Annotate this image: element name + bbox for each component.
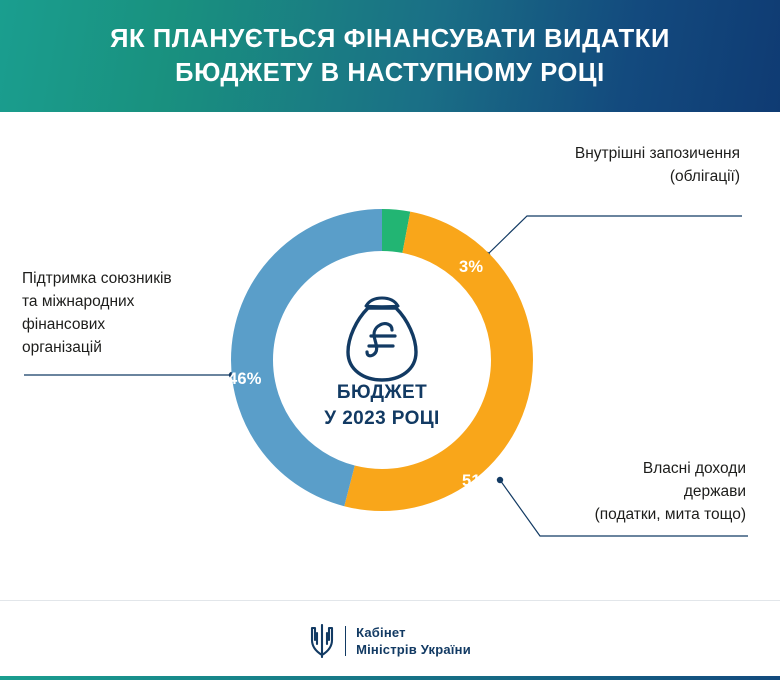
ukraine-trident-icon: [309, 624, 335, 658]
callout-internal-borrowing: [470, 142, 740, 188]
page-title-line-2: БЮДЖЕТУ В НАСТУПНОМУ РОЦІ: [175, 59, 605, 87]
callout-internal-borrowing-line-1: Внутрішні запозичення: [574, 145, 740, 162]
callout-allies-support-line-2: та міжнародних: [22, 293, 135, 310]
center-label-line-1: БЮДЖЕТ: [336, 382, 428, 403]
footer-label-line-2: Міністрів України: [356, 642, 471, 657]
callout-allies-support-line-1: Підтримка союзників: [22, 270, 172, 287]
callout-allies-support-line-3: фінансових: [22, 316, 106, 333]
callout-own-revenues-line-2: держави: [683, 483, 746, 500]
bottom-accent-bar: [0, 676, 780, 680]
chart-area: [0, 112, 780, 600]
footer-label: [356, 624, 471, 658]
page-footer: [0, 600, 780, 681]
donut-center-label: [222, 380, 542, 432]
footer-divider: [345, 626, 346, 656]
footer-label-line-1: Кабінет: [356, 625, 406, 640]
money-bag-hryvnia-icon: [348, 298, 416, 380]
percent-label-internal-borrowing: 3%: [459, 258, 484, 276]
callout-allies-support: [22, 267, 227, 359]
callout-allies-support-line-4: організацій: [22, 339, 102, 356]
page-header: [0, 0, 780, 112]
callout-own-revenues-line-1: Власні доходи: [642, 460, 746, 477]
callout-internal-borrowing-line-2: (облігації): [669, 168, 740, 185]
center-label-line-2: У 2023 РОЦІ: [324, 408, 440, 429]
percent-label-allies-support: 46%: [228, 370, 262, 388]
callout-own-revenues: [498, 457, 746, 526]
page-title-line-1: ЯК ПЛАНУЄТЬСЯ ФІНАНСУВАТИ ВИДАТКИ: [110, 25, 670, 53]
callout-own-revenues-line-3: (податки, мита тощо): [594, 506, 746, 523]
percent-label-own-revenues: 51%: [462, 472, 496, 490]
